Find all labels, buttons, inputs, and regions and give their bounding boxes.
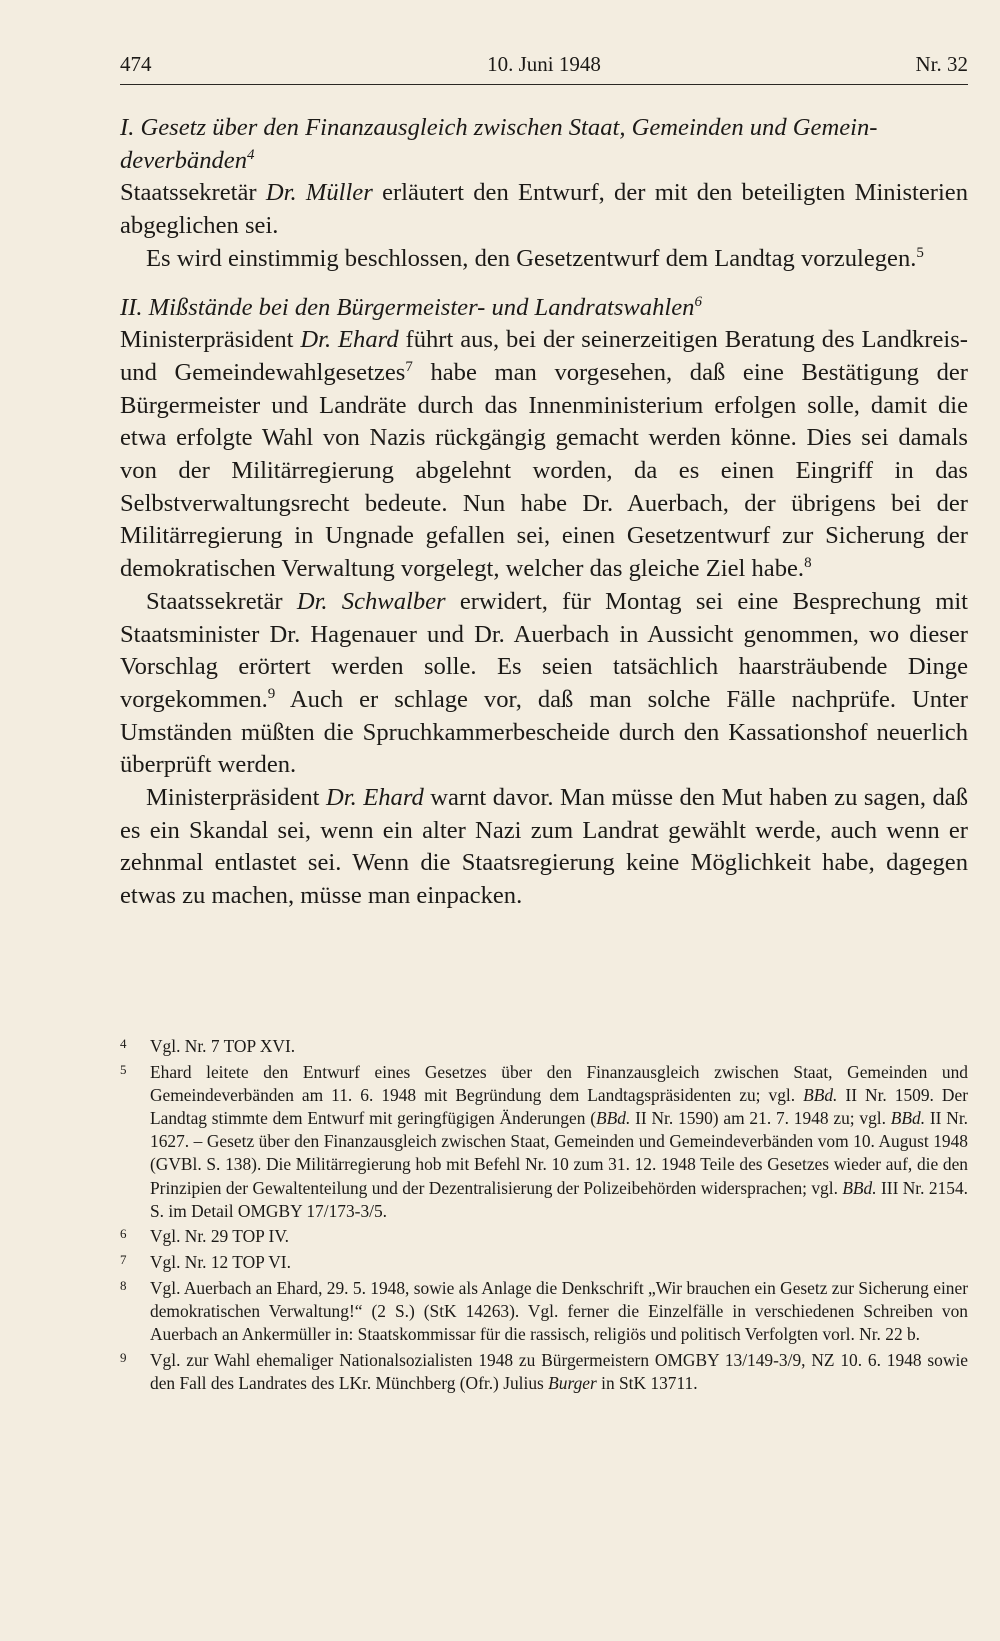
header-issue: Nr. 32 xyxy=(915,52,968,76)
footnote-number: 5 xyxy=(120,1061,127,1077)
paragraph: Ministerpräsident Dr. Ehard führt aus, bei der seinerzeitigen Beratung des Landkreis- und Gemeindewahlgesetzes$^7$ habe man vorgesehen, daß eine Bestätigung der Bürgermeister und Landräte durch das Innenministerium erfolgen solle, damit die etwa erfolgte Wahl von Nazis rückgängig gemacht werden könne. Dies sei damals von der Militärregierung abgelehnt worden, da es einen Eingriff in das Selbstverwaltungsrecht bedeute. Nun habe Dr. Auerbach, der übrigens bei der Militärregierung in Ungnade gefallen sei, einen Gesetzentwurf zur Sicherung der demokratischen Verwaltung vorgelegt, welcher das gleiche Ziel habe.$^8$ xyxy=(120,326,968,583)
person-name: Burger xyxy=(548,1372,597,1393)
header-date: 10. Juni 1948 xyxy=(487,52,601,76)
footnote: 8 Vgl. Auerbach an Ehard, 29. 5. 1948, sowie als Anlage die Denkschrift „Wir brauchen ein Gesetz zur Sicherung einer demokratischen Verwaltung!“ (2 S.) (StK 14263). Vgl. ferner die Einzelfälle in verschiedenen Schreiben von Auerbach an Ankermüller in: Staatskommissar für die rassisch, religiös und politisch Verfolgten vorl. Nr. 22 b. xyxy=(120,1277,968,1347)
page-number: 474 xyxy=(120,52,152,76)
footnote-ref: 7 xyxy=(405,358,413,375)
footnote: 7 Vgl. Nr. 12 TOP VI. xyxy=(120,1251,968,1274)
person-name: Dr. Schwalber xyxy=(296,587,446,615)
paragraph: Ministerpräsident Dr. Ehard warnt davor. Man müsse den Mut haben zu sagen, daß es ein Skandal sei, wenn ein alter Nazi zum Landrat gewählt werde, auch wenn er zehnmal entlastet sei. Wenn die Staatsregierung keine Möglichkeit habe, dagegen etwas zu machen, müsse man einpacken. xyxy=(120,784,968,910)
running-header xyxy=(120,46,968,85)
footnote-ref: 9 xyxy=(267,685,276,702)
footnote-number: 7 xyxy=(120,1252,127,1267)
footnote-ref: 6 xyxy=(694,293,702,310)
footnote-ref: 5 xyxy=(916,244,924,261)
person-name: Dr. Ehard xyxy=(325,784,424,812)
paragraph: Staatssekretär Dr. Schwalber erwidert, für Montag sei eine Besprechung mit Staatsminister Dr. Hagenauer und Dr. Auerbach in Aussicht genommen, wo dieser Vorschlag erörtert werden solle. Es seien tatsächlich haarsträubende Dinge vorgekommen.$^9$ Auch er schlage vor, daß man solche Fälle nachprüfe. Unter Umständen müßten die Spruchkammerbescheide durch den Kassationshof neuerlich überprüft werden. xyxy=(120,587,968,779)
footnote: 6 Vgl. Nr. 29 TOP IV. xyxy=(120,1225,968,1248)
person-name: Dr. Müller xyxy=(265,179,373,207)
footnote-ref: 8 xyxy=(804,555,812,572)
footnotes xyxy=(120,1035,968,1397)
person-name: Dr. Ehard xyxy=(300,326,399,354)
paragraph: Es wird einstimmig beschlossen, den Gesetzentwurf dem Landtag vorzulegen.$^5$ xyxy=(146,244,924,272)
section-heading-2: II. Mißstände bei den Bürgermeister- und Landratswahlen$^6$ xyxy=(120,293,702,321)
footnote: 4 Vgl. Nr. 7 TOP XVI. xyxy=(120,1035,968,1058)
footnote-number: 8 xyxy=(120,1277,127,1293)
footnote: 9 Vgl. zur Wahl ehemaliger Nationalsozialisten 1948 zu Bürgermeistern OMGBY 13/149-3/9, NZ 10. 6. 1948 sowie den Fall des Landrates des LKr. Münchberg (Ofr.) Julius Burger in StK 13711. xyxy=(120,1349,968,1395)
footnote-number: 6 xyxy=(120,1226,127,1242)
paragraph: Staatssekretär Dr. Müller erläutert den Entwurf, der mit den beteiligten Ministerien abgeglichen sei. xyxy=(120,179,968,240)
main-text xyxy=(120,112,968,913)
footnote-ref: 4 xyxy=(247,146,255,163)
footnote-number: 9 xyxy=(120,1349,127,1365)
section-heading-1: I. Gesetz über den Finanzausgleich zwischen Staat, Gemeinden und Gemeindeverbänden$^4$ xyxy=(120,114,878,174)
footnote: 5 Ehard leitete den Entwurf eines Gesetzes über den Finanzausgleich zwischen Staat, Gemeinden und Gemeindeverbänden am 11. 6. 1948 mit Begründung dem Landtagspräsidenten zu; vgl. BBd. II Nr. 1509. Der Landtag stimmte dem Entwurf mit geringfügigen Änderungen (BBd. II Nr. 1590) am 21. 7. 1948 zu; vgl. BBd. II Nr. 1627. – Gesetz über den Finanzausgleich zwischen Staat, Gemeinden und Gemeindeverbänden vom 10. August 1948 (GVBl. S. 138). Die Militärregierung hob mit Befehl Nr. 10 zum 31. 12. 1948 Teile des Gesetzes wieder auf, die den Prinzipien der Gewaltenteilung und der Dezentralisierung der Polizeibehörden widersprachen; vgl. BBd. III Nr. 2154. S. im Detail OMGBY 17/173-3/5. xyxy=(120,1061,968,1223)
footnote-number: 4 xyxy=(120,1036,127,1051)
